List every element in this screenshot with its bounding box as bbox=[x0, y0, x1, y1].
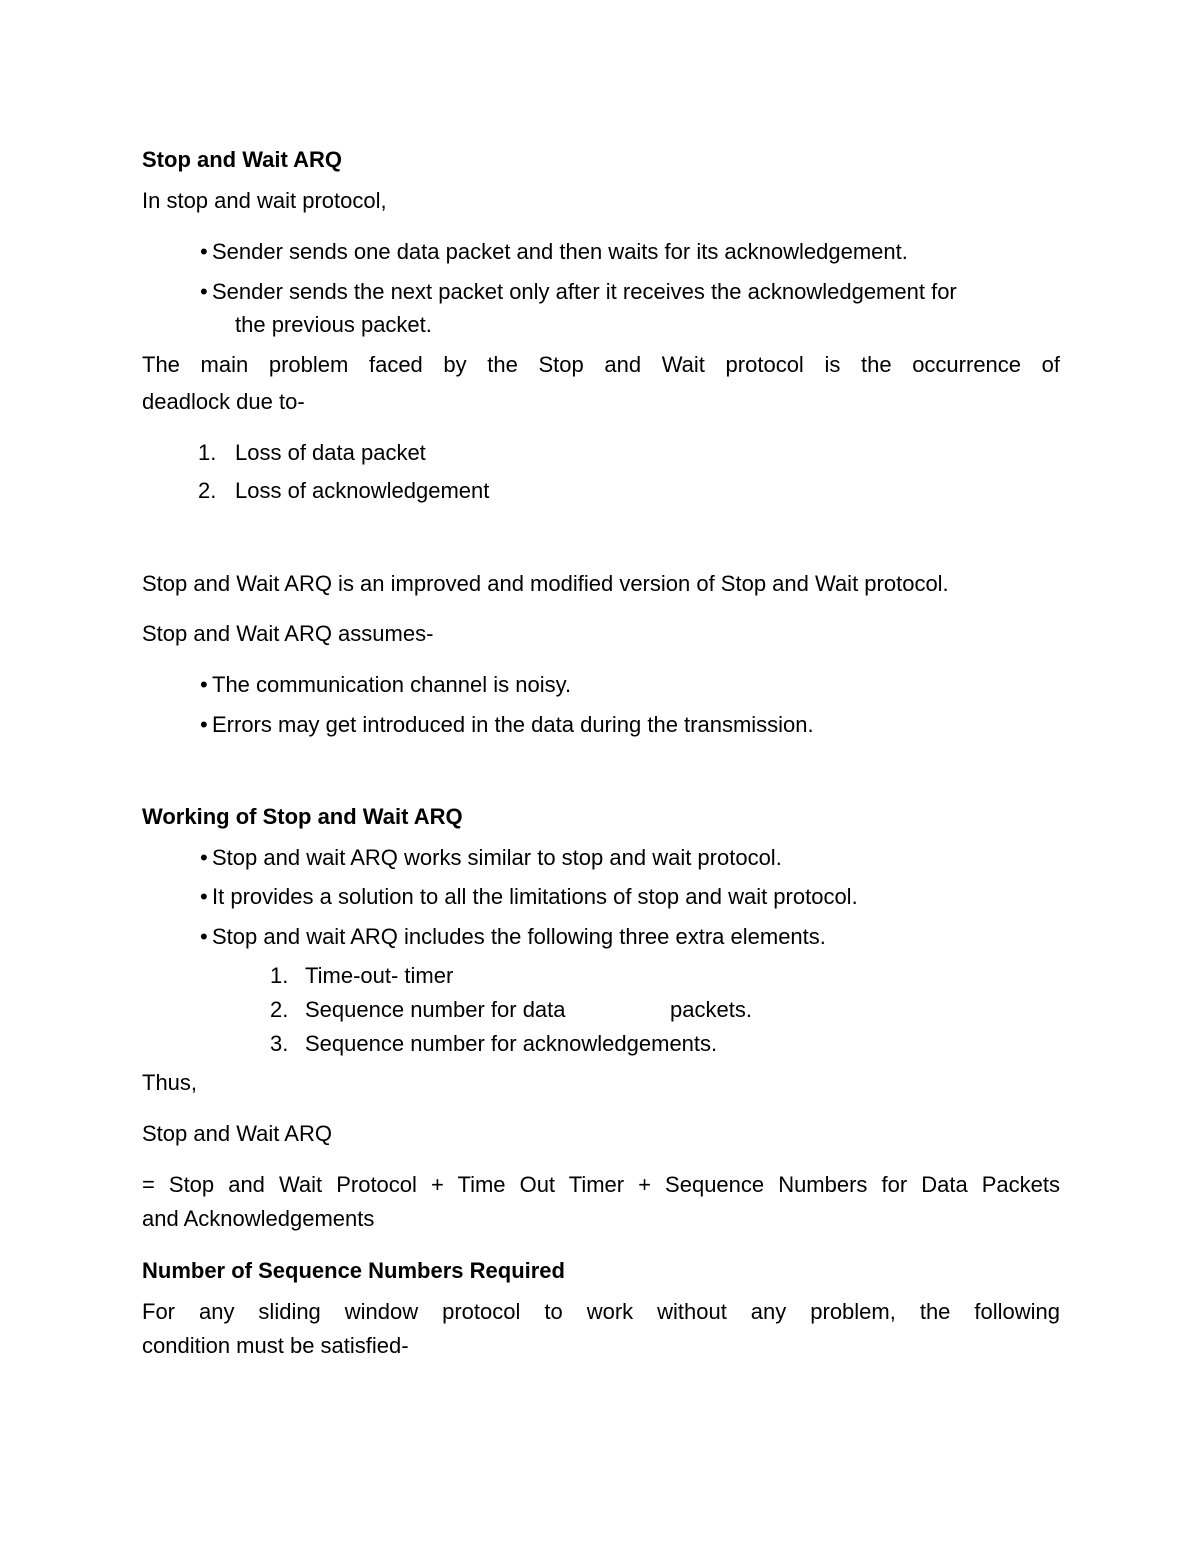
list-item: Sequence number for acknowledgements. bbox=[305, 1031, 718, 1056]
bullet-icon: • bbox=[200, 845, 208, 870]
list-item-tail: packets. bbox=[670, 997, 752, 1022]
list-item: Sequence number for data bbox=[305, 997, 566, 1022]
heading-stop-and-wait-arq: Stop and Wait ARQ bbox=[142, 147, 343, 172]
bullet-item: • Sender sends the next packet only after it receives the acknowledgement for bbox=[200, 277, 957, 307]
problem-text-line1: The main problem faced by the Stop and Wait protocol is the occurrence of bbox=[142, 352, 1060, 377]
bullet-icon: • bbox=[200, 884, 208, 909]
bullet-item: • The communication channel is noisy. bbox=[200, 670, 571, 700]
formula-line2: and Acknowledgements bbox=[142, 1206, 375, 1231]
problem-text-line2: deadlock due to- bbox=[142, 389, 305, 414]
list-number: 3. bbox=[270, 1031, 289, 1056]
bullet-icon: • bbox=[200, 239, 208, 264]
intro-text: In stop and wait protocol, bbox=[142, 188, 387, 213]
bullet-item: • Stop and wait ARQ works similar to stop and wait protocol. bbox=[200, 843, 782, 873]
bullet-item: • Stop and wait ARQ includes the following three extra elements. bbox=[200, 922, 826, 952]
list-number: 2. bbox=[198, 478, 217, 503]
list-number: 2. bbox=[270, 997, 289, 1022]
formula-lhs: Stop and Wait ARQ bbox=[142, 1121, 332, 1146]
improved-text: Stop and Wait ARQ is an improved and modified version of Stop and Wait protocol. bbox=[142, 571, 949, 596]
list-number: 1. bbox=[198, 440, 217, 465]
heading-sequence-numbers: Number of Sequence Numbers Required bbox=[142, 1258, 565, 1283]
bullet-item: • Sender sends one data packet and then waits for its acknowledgement. bbox=[200, 237, 908, 267]
list-number: 1. bbox=[270, 963, 289, 988]
list-item: Loss of data packet bbox=[235, 440, 426, 465]
bullet-icon: • bbox=[200, 712, 208, 737]
list-item: Time-out- timer bbox=[305, 963, 454, 988]
bullet-continuation: the previous packet. bbox=[235, 312, 432, 337]
assumes-text: Stop and Wait ARQ assumes- bbox=[142, 621, 434, 646]
bullet-icon: • bbox=[200, 672, 208, 697]
thus-text: Thus, bbox=[142, 1070, 198, 1095]
condition-line1: For any sliding window protocol to work without any problem, the following bbox=[142, 1299, 1060, 1324]
condition-line2: condition must be satisfied- bbox=[142, 1333, 409, 1358]
bullet-item: • It provides a solution to all the limitations of stop and wait protocol. bbox=[200, 882, 858, 912]
heading-working: Working of Stop and Wait ARQ bbox=[142, 804, 463, 829]
bullet-icon: • bbox=[200, 924, 208, 949]
bullet-item: • Errors may get introduced in the data during the transmission. bbox=[200, 710, 814, 740]
formula-line1: = Stop and Wait Protocol + Time Out Timer + Sequence Numbers for Data Packets bbox=[142, 1172, 1060, 1197]
list-item: Loss of acknowledgement bbox=[235, 478, 490, 503]
bullet-icon: • bbox=[200, 279, 208, 304]
